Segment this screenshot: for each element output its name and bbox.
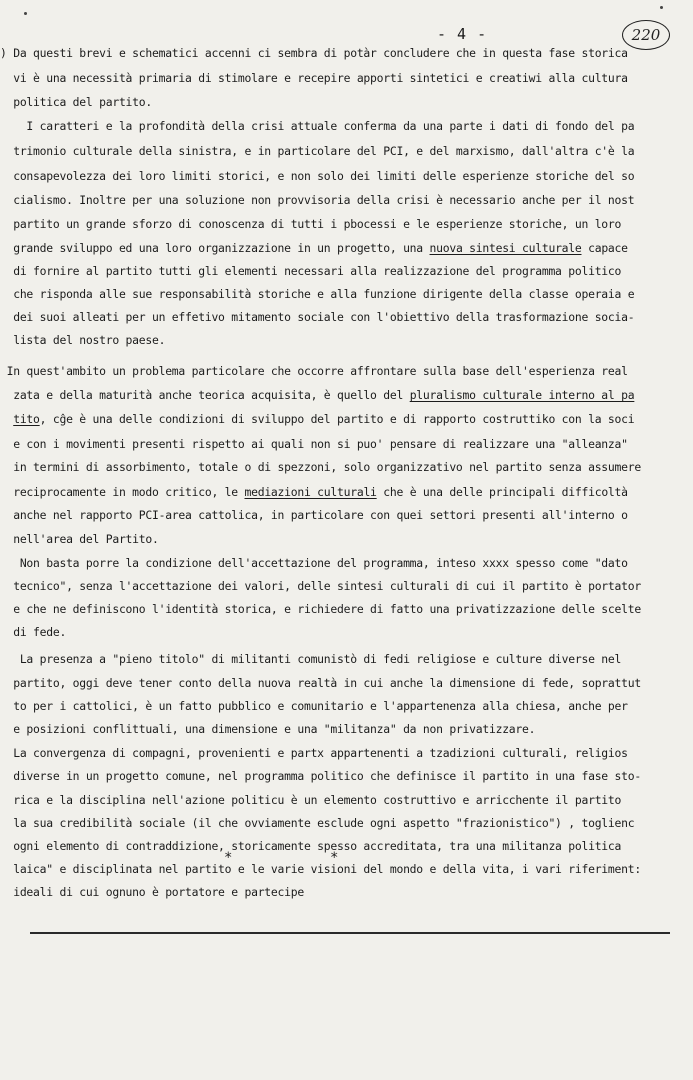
text-line xyxy=(0,309,693,325)
text-line xyxy=(0,815,693,831)
text-run: e con i movimenti presenti rispetto ai quali non si puo' pensare di realizzare una "alleanza" xyxy=(0,437,628,451)
text-run: I caratteri e la profondità della crisi attuale conferma da una parte i dati di fondo del pa xyxy=(0,119,635,133)
text-line xyxy=(0,94,693,110)
archive-number-stamp: 220 xyxy=(622,20,670,50)
text-run: lista del nostro paese. xyxy=(0,333,166,347)
text-line xyxy=(0,118,693,134)
text-run: ) Da questi brevi e schematici accenni ci sembra di potàr concludere che in questa fase storica xyxy=(0,46,628,60)
text-line xyxy=(0,861,693,877)
text-run: capace xyxy=(581,241,628,255)
text-run: grande sviluppo ed una loro organizzazione in un progetto, una xyxy=(0,241,430,255)
text-line xyxy=(0,745,693,761)
text-line xyxy=(0,459,693,475)
text-line xyxy=(0,45,693,61)
underlined-phrase: mediazioni culturali xyxy=(244,485,377,499)
text-line xyxy=(0,768,693,784)
text-run: la sua credibilità sociale (il che ovviamente esclude ogni aspetto "frazionistico") , toglienc xyxy=(0,816,635,830)
text-line xyxy=(0,507,693,523)
text-run: nell'area del Partito. xyxy=(0,532,159,546)
text-line xyxy=(0,721,693,737)
text-line xyxy=(0,624,693,640)
text-line xyxy=(0,70,693,86)
speck xyxy=(660,6,663,9)
text-run: di fornire al partito tutti gli elementi necessari alla realizzazione del programma politico xyxy=(0,264,622,278)
underlined-phrase: pluralismo culturale interno al pa xyxy=(409,388,635,402)
text-run: che è una delle principali difficoltà xyxy=(376,485,628,499)
text-run: reciprocamente in modo critico, le xyxy=(0,485,245,499)
footer-rule xyxy=(30,932,670,934)
text-run: di fede. xyxy=(0,625,67,639)
text-run: che risponda alle sue responsabilità storiche e alla funzione dirigente della classe operaia e xyxy=(0,287,635,301)
text-line xyxy=(0,436,693,452)
text-line xyxy=(0,484,693,500)
text-line xyxy=(0,363,693,379)
text-line xyxy=(0,240,693,256)
text-run: e che ne definiscono l'identità storica, e richiedere di fatto una privatizzazione delle scelte xyxy=(0,602,641,616)
text-line xyxy=(0,286,693,302)
text-run: vi è una necessità primaria di stimolare e recepire apporti sintetici e creatiwi alla cultura xyxy=(0,71,628,85)
text-run: to per i cattolici, è un fatto pubblico e comunitario e l'appartenenza alla chiesa, anche per xyxy=(0,699,628,713)
text-run: rica e la disciplina nell'azione politicu è un elemento costruttivo e arricchente il partito xyxy=(0,793,622,807)
text-run: consapevolezza dei loro limiti storici, e non solo dei limiti delle esperienze storiche del so xyxy=(0,169,635,183)
text-run: partito un grande sforzo di conoscenza di tutti i pbocessi e le esperienze storiche, un loro xyxy=(0,217,622,231)
text-run: ogni elemento di contraddizione, storicamente spesso accreditata, tra una militanza politica xyxy=(0,839,622,853)
text-run: dei suoi alleati per un effetivo mitamento sociale con l'obiettivo della trasformazione socia- xyxy=(0,310,635,324)
text-run xyxy=(0,412,13,426)
text-run: politica del partito. xyxy=(0,95,152,109)
text-line xyxy=(0,838,693,854)
text-line xyxy=(0,263,693,279)
text-run: La presenza a "pieno titolo" di militanti comunistò di fedi religiose e culture diverse nel xyxy=(0,652,622,666)
page-number: - 4 - xyxy=(437,25,488,43)
text-run: e posizioni conflittuali, una dimensione e una "militanza" da non privatizzare. xyxy=(0,722,536,736)
text-line xyxy=(0,698,693,714)
text-line xyxy=(0,555,693,571)
text-line xyxy=(0,884,693,900)
asterisk: * xyxy=(330,850,339,866)
text-run: , cĝe è una delle condizioni di sviluppo del partito e di rapporto costruttiko con la soci xyxy=(39,412,635,426)
underlined-phrase: tito xyxy=(13,412,40,426)
text-line xyxy=(0,531,693,547)
text-run: Non basta porre la condizione dell'accettazione del programma, inteso xxxx spesso come "dato xyxy=(0,556,628,570)
text-run: ideali di cui ognuno è portatore e partecipe xyxy=(0,885,304,899)
underlined-phrase: nuova sintesi culturale xyxy=(429,241,582,255)
text-line xyxy=(0,411,693,427)
text-run: zata e della maturità anche teorica acquisita, è quello del xyxy=(0,388,410,402)
text-line xyxy=(0,578,693,594)
text-line xyxy=(0,143,693,159)
text-run: diverse in un progetto comune, nel programma politico che definisce il partito in una fase sto- xyxy=(0,769,641,783)
text-line xyxy=(0,651,693,667)
text-line xyxy=(0,332,693,348)
text-run: trimonio culturale della sinistra, e in particolare del PCI, e del marxismo, dall'altra c'è la xyxy=(0,144,635,158)
asterisk: * xyxy=(224,850,233,866)
text-line xyxy=(0,216,693,232)
text-run: cialismo. Inoltre per una soluzione non provvisoria della crisi è necessario anche per il nost xyxy=(0,193,635,207)
text-run: anche nel rapporto PCI-area cattolica, in particolare con quei settori presenti all'interno o xyxy=(0,508,628,522)
text-line xyxy=(0,675,693,691)
text-run: tecnico", senza l'accettazione dei valori, delle sintesi culturali di cui il partito è portator xyxy=(0,579,641,593)
text-run: partito, oggi deve tener conto della nuova realtà in cui anche la dimensione di fede, soprattut xyxy=(0,676,641,690)
text-run: in termini di assorbimento, totale o di spezzoni, solo organizzativo nel partito senza assumere xyxy=(0,460,641,474)
text-line xyxy=(0,387,693,403)
text-run: laica" e disciplinata nel partito e le varie visioni del mondo e della vita, i vari riferiment: xyxy=(0,862,641,876)
text-line xyxy=(0,168,693,184)
text-run: In quest'ambito un problema particolare che occorre affrontare sulla base dell'esperienza real xyxy=(0,364,628,378)
text-run: La convergenza di compagni, provenienti e partx appartenenti a tzadizioni culturali, religios xyxy=(0,746,628,760)
text-line xyxy=(0,792,693,808)
speck xyxy=(24,12,27,15)
text-line xyxy=(0,601,693,617)
text-line xyxy=(0,192,693,208)
